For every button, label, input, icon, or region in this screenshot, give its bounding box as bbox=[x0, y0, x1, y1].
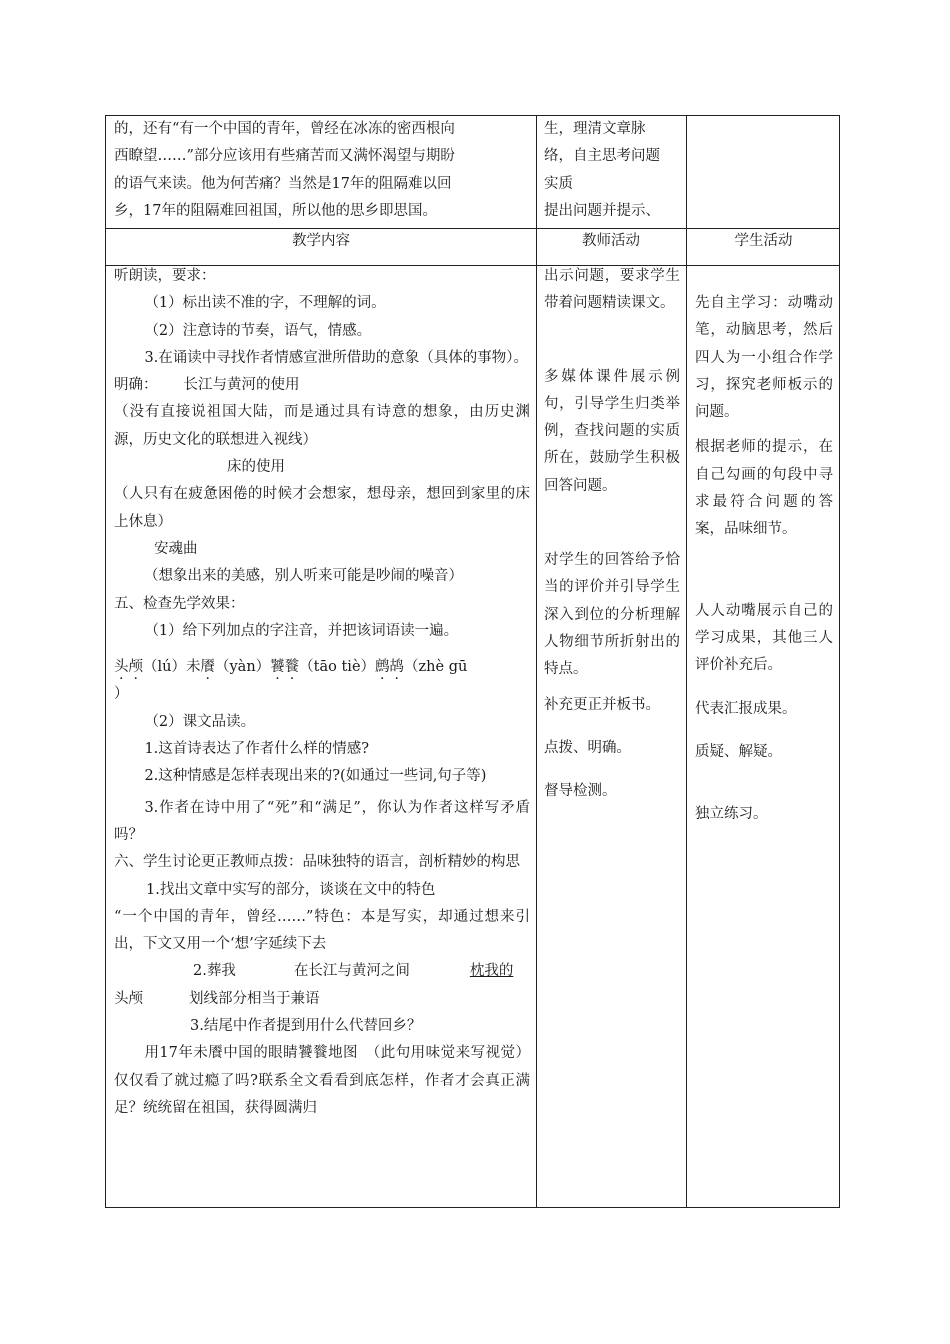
text-line: 床的使用 bbox=[227, 459, 285, 476]
text-line: 的语气来读。他为何苦痛？当然是17年的阻隔难以回 bbox=[114, 175, 452, 192]
text-line: 3.结尾中作者提到用什么代替回乡？ bbox=[190, 1018, 422, 1035]
text-fragment: 在长江与黄河之间 bbox=[293, 963, 410, 980]
text-line: （想象出来的美感，别人听来可能是吵闹的噪音） bbox=[144, 568, 463, 585]
dotted-char: 鹧 bbox=[375, 659, 390, 676]
text-line: “一个中国的青年，曾经……”特色：本是写实，却通过想来引出，下文又用一个‘想’字延续下去 bbox=[114, 908, 530, 953]
teacher-item: 点拨、明确。 bbox=[544, 739, 631, 756]
student-item: 质疑、解疑。 bbox=[695, 743, 782, 760]
text-line: 1.找出文章中实写的部分，谈谈在文中的特色 bbox=[146, 881, 436, 898]
student-item: 先自主学习：动嘴动笔，动脑思考，然后四人为一小组合作学习，探究老师板示的问题。 bbox=[695, 295, 833, 421]
dotted-char: 餍 bbox=[200, 659, 215, 676]
text-line: ） bbox=[114, 686, 129, 703]
text-fragment: 划线部分相当于兼语 bbox=[189, 990, 320, 1007]
student-item: 代表汇报成果。 bbox=[695, 700, 797, 717]
pronunciation-line bbox=[114, 654, 530, 681]
column-divider-1 bbox=[536, 116, 537, 1207]
dotted-char: 饕 bbox=[270, 659, 285, 676]
dotted-char: 颅 bbox=[128, 659, 143, 676]
text-line: 五、检查先学效果： bbox=[114, 595, 245, 612]
pinyin: （yàn） bbox=[214, 659, 271, 676]
top-row-content bbox=[114, 116, 530, 225]
text-line: 2.这种情感是怎样表现出来的?(如通过一些词,句子等) bbox=[144, 768, 487, 785]
underlined-text: 枕我的 bbox=[469, 963, 514, 980]
text-line bbox=[114, 986, 530, 1013]
text-line: （1）标出读不准的字，不理解的词。 bbox=[144, 295, 386, 312]
teacher-item: 出示问题，要求学生带着问题精读课文。 bbox=[544, 268, 680, 312]
header-top-border bbox=[106, 228, 839, 229]
text-line bbox=[114, 958, 530, 985]
pinyin: （zhè gū bbox=[404, 659, 468, 676]
text-line: 1.这首诗表达了作者什么样的情感? bbox=[144, 741, 370, 758]
top-row-teacher bbox=[544, 116, 680, 225]
text-line: 六、学生讨论更正教师点拨：品味独特的语言，剖析精妙的构思 bbox=[114, 854, 520, 871]
text-line: （1）给下列加点的字注音，并把该词语读一遍。 bbox=[144, 622, 459, 639]
text-line: （没有直接说祖国大陆，而是通过具有诗意的想象，由历史渊源，历史文化的联想进入视线） bbox=[114, 404, 530, 448]
text-line: 3.在诵读中寻找作者情感宣泄所借助的意象（具体的事物）。 bbox=[144, 349, 529, 366]
text-line: （2）课文品读。 bbox=[144, 713, 256, 730]
text-line: 西瞭望……”部分应该用有些痛苦而又满怀渴望与期盼 bbox=[114, 148, 455, 165]
teacher-item: 督导检测。 bbox=[544, 783, 617, 800]
student-item: 根据老师的提示，在自己勾画的句段中寻求最符合问题的答案，品味细节。 bbox=[695, 439, 833, 538]
student-column bbox=[695, 290, 833, 1207]
text-line: 实质 bbox=[544, 175, 573, 192]
dotted-char: 鸪 bbox=[389, 659, 405, 676]
text-line: 听朗读，要求： bbox=[114, 268, 216, 284]
pinyin: （lú） bbox=[143, 659, 186, 676]
text-line: 安魂曲 bbox=[154, 540, 198, 557]
header-content: 教学内容 bbox=[292, 233, 350, 249]
text-fragment: 2.葬我 bbox=[193, 963, 236, 980]
student-item: 独立练习。 bbox=[695, 806, 768, 823]
teacher-item: 多媒体课件展示例句，引导学生归类举例，查找问题的实质所在，鼓励学生积极回答问题。 bbox=[544, 368, 680, 494]
text-line: 3.作者在诗中用了“死”和“满足”，你认为作者这样写矛盾吗？ bbox=[114, 799, 530, 843]
student-item: 人人动嘴展示自己的学习成果，其他三人评价补充后。 bbox=[695, 602, 833, 674]
label-mingque: 明确： bbox=[114, 377, 158, 394]
column-divider-2 bbox=[686, 116, 687, 1207]
image-item: 长江与黄河的使用 bbox=[183, 377, 300, 394]
teacher-item: 补充更正并板书。 bbox=[544, 696, 660, 713]
plain-char: 未 bbox=[185, 659, 201, 676]
text-line bbox=[114, 372, 530, 399]
teacher-column bbox=[544, 263, 680, 1207]
text-line: （2）注意诗的节奏，语气，情感。 bbox=[144, 322, 372, 339]
text-line: 络，自主思考问题 bbox=[544, 148, 660, 165]
content-column bbox=[114, 263, 530, 1207]
text-fragment: 头颅 bbox=[114, 990, 143, 1007]
text-line: 生，理清文章脉 bbox=[544, 121, 646, 137]
header-teacher: 教师活动 bbox=[582, 233, 640, 249]
dotted-char: 头 bbox=[114, 659, 129, 676]
lesson-plan-table bbox=[105, 115, 840, 1208]
dotted-char: 餮 bbox=[284, 659, 300, 676]
pinyin: （tāo tiè） bbox=[299, 659, 376, 676]
text-line: 乡，17年的阻隔难回祖国，所以他的思乡即思国。 bbox=[114, 202, 437, 219]
header-student: 学生活动 bbox=[734, 233, 793, 249]
teacher-item: 对学生的回答给予恰当的评价并引导学生深入到位的分析理解人物细节所折射出的特点。 bbox=[544, 552, 680, 678]
text-line: 提出问题并提示、 bbox=[544, 202, 660, 219]
text-line: 用17年未餍中国的眼睛饕餮地图 （此句用味觉来写视觉）仅仅看了就过瘾了吗?联系全文看看到底怎样，作者才会真正满足？统统留在祖国，获得圆满归 bbox=[114, 1045, 530, 1116]
text-line: 的，还有“有一个中国的青年，曾经在冰冻的密西根向 bbox=[114, 121, 455, 137]
text-line: （人只有在疲惫困倦的时候才会想家，想母亲，想回到家里的床上休息） bbox=[114, 486, 530, 530]
